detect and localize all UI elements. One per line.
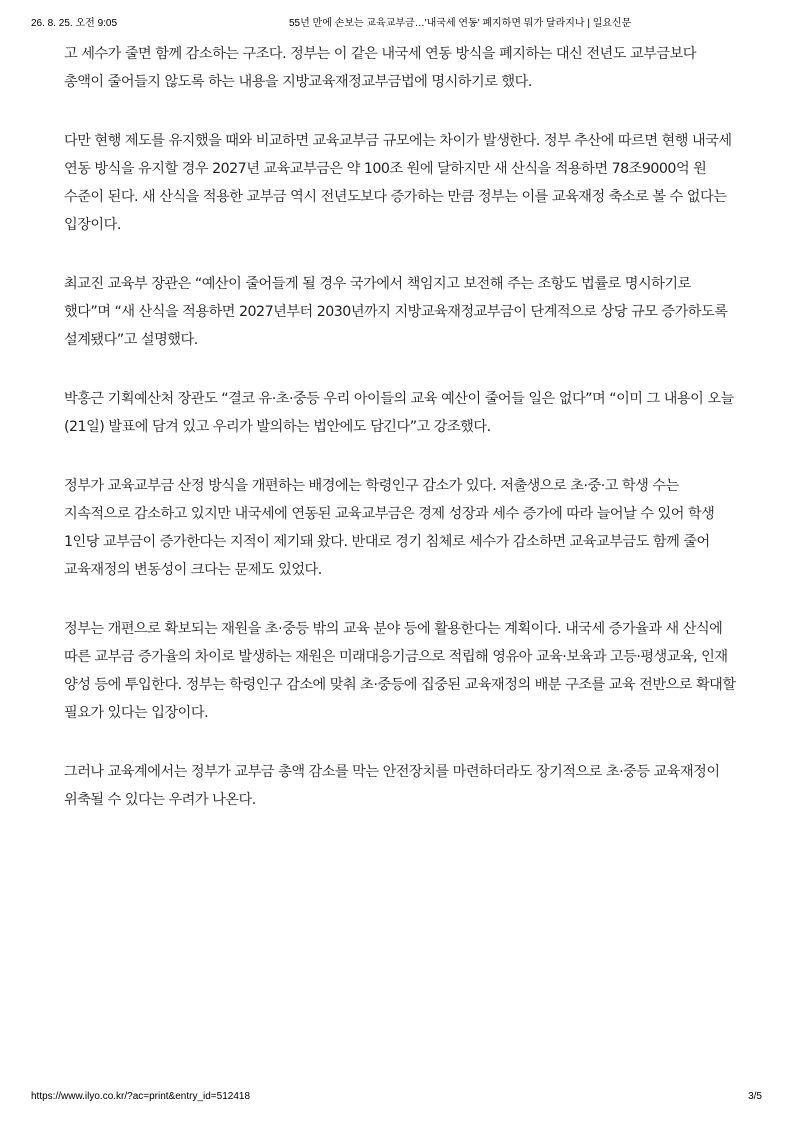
print-footer	[31, 1091, 762, 1107]
page-number: 3/5	[748, 1091, 762, 1102]
article-paragraph: 그러나 교육계에서는 정부가 교부금 총액 감소를 막는 안전장치를 마련하더라도 장기적으로 초·중등 교육재정이 위축될 수 있다는 우려가 나온다.	[64, 764, 720, 808]
article-body	[64, 40, 736, 845]
print-page-title: 55년 만에 손보는 교육교부금…'내국세 연동' 폐지하면 뭐가 달라지나 | 일요신문	[289, 18, 632, 29]
article-paragraph: 고 세수가 줄면 함께 감소하는 구조다. 정부는 이 같은 내국세 연동 방식을 폐지하는 대신 전년도 교부금보다 총액이 줄어들지 않도록 하는 내용을 지방교육재정교부금법에 명시하기로 했다.	[64, 46, 696, 90]
article-paragraph: 최교진 교육부 장관은 “예산이 줄어들게 될 경우 국가에서 책임지고 보전해 주는 조항도 법률로 명시하기로 했다”며 “새 산식을 적용하면 2027년부터 2030년까지 지방교육재정교부금이 단계적으로 상당 규모 증가하도록 설계됐다”고 설명했다.	[64, 276, 728, 348]
print-datetime: 26. 8. 25. 오전 9:05	[31, 18, 118, 29]
article-paragraph: 정부가 교육교부금 산정 방식을 개편하는 배경에는 학령인구 감소가 있다. 저출생으로 초·중·고 학생 수는 지속적으로 감소하고 있지만 내국세에 연동된 교육교부금은 경제 성장과 세수 증가에 따라 늘어날 수 있어 학생 1인당 교부금이 증가한다는 지적이 제기돼 왔다. 반대로 경기 침체로 세수가 감소하면 교육교부금도 함께 줄어 교육재정의 변동성이 크다는 문제도 있었다.	[64, 478, 715, 578]
print-url[interactable]: https://www.ilyo.co.kr/?ac=print&entry_id=512418	[31, 1091, 251, 1102]
print-header	[31, 14, 762, 30]
article-paragraph: 다만 현행 제도를 유지했을 때와 비교하면 교육교부금 규모에는 차이가 발생한다. 정부 추산에 따르면 현행 내국세 연동 방식을 유지할 경우 2027년 교육교부금은 약 100조 원에 달하지만 새 산식을 적용하면 78조9000억 원 수준이 된다. 새 산식을 적용한 교부금 역시 전년도보다 증가하는 만큼 정부는 이를 교육재정 축소로 볼 수 없다는 입장이다.	[64, 133, 732, 233]
article-paragraph: 박홍근 기획예산처 장관도 “결코 유·초·중등 우리 아이들의 교육 예산이 줄어들 일은 없다”며 “이미 그 내용이 오늘(21일) 발표에 담겨 있고 우리가 발의하는 법안에도 담긴다”고 강조했다.	[64, 391, 734, 435]
article-paragraph: 정부는 개편으로 확보되는 재원을 초·중등 밖의 교육 분야 등에 활용한다는 계획이다. 내국세 증가율과 새 산식에 따른 교부금 증가율의 차이로 발생하는 재원은 미래대응기금으로 적립해 영유아 교육·보육과 고등·평생교육, 인재 양성 등에 투입한다. 정부는 학령인구 감소에 맞춰 초·중등에 집중된 교육재정의 배분 구조를 교육 전반으로 확대할 필요가 있다는 입장이다.	[64, 621, 736, 721]
